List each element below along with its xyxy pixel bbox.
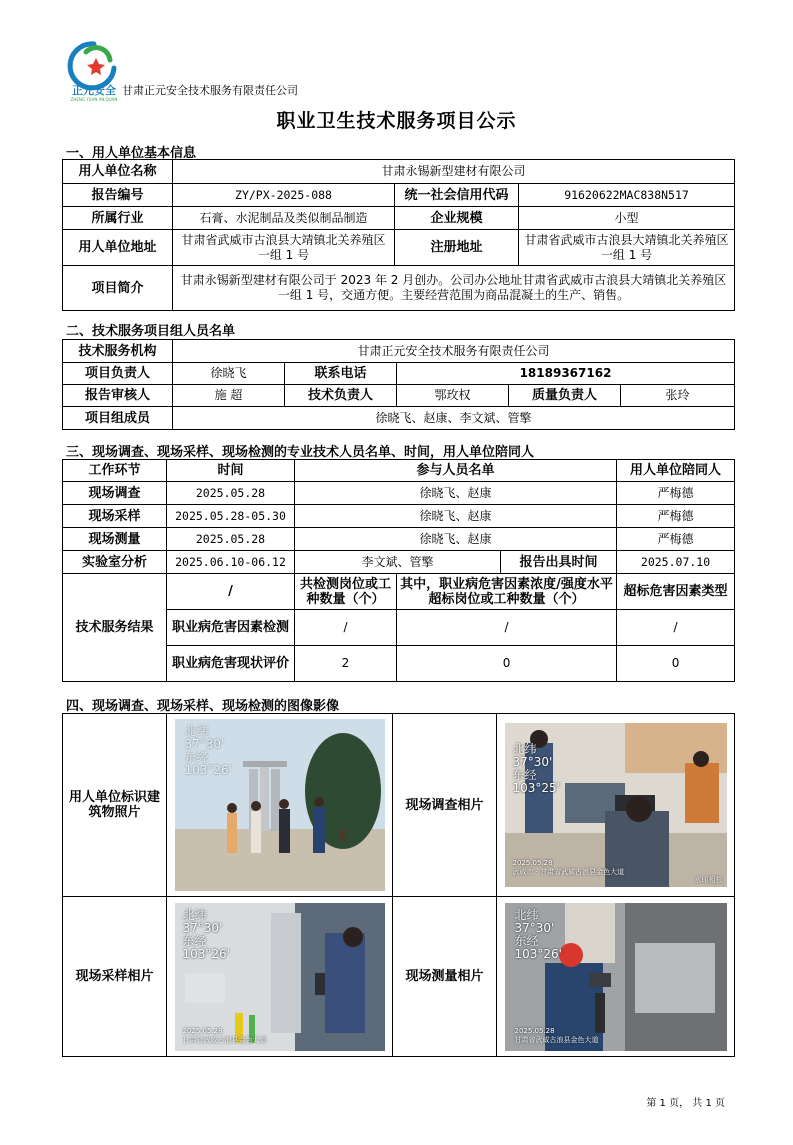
document-title: 职业卫生技术服务项目公示 [276,110,517,132]
photo3-label: 现场采样相片 [63,897,167,1057]
result-col-exceed: 其中，职业病危害因素浓度/强度水平超标岗位或工种数量（个） [397,574,617,610]
page-number: 第 1 页， 共 1 页 [646,1098,725,1109]
lab-stage: 实验室分析 [63,551,167,574]
company-logo [66,38,122,102]
result-row-label: 职业病危害因素检测 [167,610,295,646]
tech: 鄂玫权 [397,385,509,407]
photo1-label: 用人单位标识建筑物照片 [63,714,167,897]
phone-label: 联系电话 [285,363,397,385]
wm-place: 甘肃省武威古浪县金色大道 [182,1035,267,1044]
reg-address: 甘肃省武威市古浪县大靖镇北关养殖区一组 1 号 [519,230,735,266]
measurement-photo [505,903,727,1051]
wm-lon-value: 103°26' [514,946,562,961]
address-label: 用人单位地址 [63,230,173,266]
photo4-label: 现场测量相片 [393,897,497,1057]
scale-label: 企业规模 [395,207,519,230]
wm-lat-label: 北纬 [184,724,209,738]
credit-code: 91620622MAC838N517 [519,184,735,207]
photo-table [62,713,735,1057]
result-slash: / [167,574,295,610]
leader: 徐晓飞 [173,363,285,385]
phone: 18189367162 [397,363,735,385]
report-no-label: 报告编号 [63,184,173,207]
team-table [62,339,735,430]
reg-address-label: 注册地址 [395,230,519,266]
address: 甘肃省武威市古浪县大靖镇北关养殖区一组 1 号 [173,230,395,266]
tech-label: 技术负责人 [285,385,397,407]
col-time: 时间 [167,460,295,482]
escort-cell: 严梅德 [617,528,735,551]
result-count: / [295,610,397,646]
reviewer-label: 报告审核人 [63,385,173,407]
wm-lon-label: 东经 [512,768,537,782]
basic-info-table [62,159,735,311]
report-date: 2025.07.10 [617,551,735,574]
lab-time: 2025.06.10-06.12 [167,551,295,574]
logo-text: 正元安全 [72,84,116,97]
report-date-label: 报告出具时间 [501,551,617,574]
wm-date: 2025.05.28 [182,1026,223,1035]
sampling-photo [175,903,385,1051]
result-type: / [617,610,735,646]
people-cell: 徐晓飞、赵康 [295,505,617,528]
industry: 石膏、水泥制品及类似制品制造 [173,207,395,230]
wm-lon-label: 东经 [514,933,539,948]
wm-lon-label: 东经 [182,933,207,948]
wm-lon-value: 103°25' [512,781,560,795]
lab-people: 李文斌、管擎 [295,551,501,574]
result-exceed: / [397,610,617,646]
industry-label: 所属行业 [63,207,173,230]
people-cell: 徐晓飞、赵康 [295,528,617,551]
wm-lat-label: 北纬 [512,742,537,756]
wm-place: 甘肃省武威古浪县金色大道 [514,1035,599,1044]
wm-lat-value: 37°30' [512,755,553,769]
wm-lat-value: 37°30' [184,737,225,751]
result-label: 技术服务结果 [63,574,167,682]
wm-lat-value: 37°30' [182,920,223,935]
wm-lon-label: 东经 [184,750,209,764]
result-exceed: 0 [397,646,617,682]
members-label: 项目组成员 [63,407,173,430]
project-intro: 甘肃永锡新型建材有限公司于 2023 年 2 月创办。公司办公地址甘肃省武威市古浪县大靖镇北关养殖区一组 1 号，交通方便。主要经营范围为商品混凝土的生产、销售。 [173,266,735,311]
section4-heading: 四、现场调查、现场采样、现场检测的图像影像 [66,699,340,714]
result-row-label: 职业病危害现状评价 [167,646,295,682]
time-cell: 2025.05.28-05.30 [167,505,295,528]
stage-cell: 现场测量 [63,528,167,551]
org: 甘肃正元安全技术服务有限责任公司 [173,340,735,363]
logo-subtext: ZHENG YUAN AN QUAN [70,97,118,102]
quality-label: 质量负责人 [509,385,621,407]
quality: 张玲 [621,385,735,407]
unit-name: 甘肃永锡新型建材有限公司 [173,160,735,184]
time-cell: 2025.05.28 [167,528,295,551]
field-work-table [62,459,735,682]
wm-lon-value: 103°26' [182,946,230,961]
wm-lon-value: 103°26' [184,763,232,777]
wm-place: 武威市 · 甘肃省武威古浪县金色大道 [512,868,625,876]
col-escort: 用人单位陪同人 [617,460,735,482]
section3-heading: 三、现场调查、现场采样、现场检测的专业技术人员名单、时间，用人单位陪同人 [66,445,535,460]
col-people: 参与人员名单 [295,460,617,482]
intro-label: 项目简介 [63,266,173,311]
credit-code-label: 统一社会信用代码 [395,184,519,207]
org-label: 技术服务机构 [63,340,173,363]
survey-photo [505,723,727,887]
stage-cell: 现场调查 [63,482,167,505]
people-cell: 徐晓飞、赵康 [295,482,617,505]
result-count: 2 [295,646,397,682]
unit-name-label: 用人单位名称 [63,160,173,184]
photo2-label: 现场调查相片 [393,714,497,897]
building-photo [175,719,385,891]
company-name-header: 甘肃正元安全技术服务有限责任公司 [122,84,298,97]
time-cell: 2025.05.28 [167,482,295,505]
col-stage: 工作环节 [63,460,167,482]
stage-cell: 现场采样 [63,505,167,528]
members: 徐晓飞、赵康、李文斌、管擎 [173,407,735,430]
wm-date: 2025.05.28 [514,1026,555,1035]
escort-cell: 严梅德 [617,505,735,528]
result-type: 0 [617,646,735,682]
wm-app-badge: 水印相机 [694,876,723,884]
section1-heading: 一、用人单位基本信息 [66,146,197,161]
scale: 小型 [519,207,735,230]
escort-cell: 严梅德 [617,482,735,505]
wm-lat-value: 37°30' [514,920,555,935]
leader-label: 项目负责人 [63,363,173,385]
report-no: ZY/PX-2025-088 [173,184,395,207]
result-col-type: 超标危害因素类型 [617,574,735,610]
section2-heading: 二、技术服务项目组人员名单 [66,324,236,339]
wm-date: 2025.05.28 [512,859,553,867]
result-col-count: 共检测岗位或工种数量（个） [295,574,397,610]
wm-lat-label: 北纬 [514,907,539,922]
reviewer: 施 超 [173,385,285,407]
wm-lat-label: 北纬 [182,907,207,922]
